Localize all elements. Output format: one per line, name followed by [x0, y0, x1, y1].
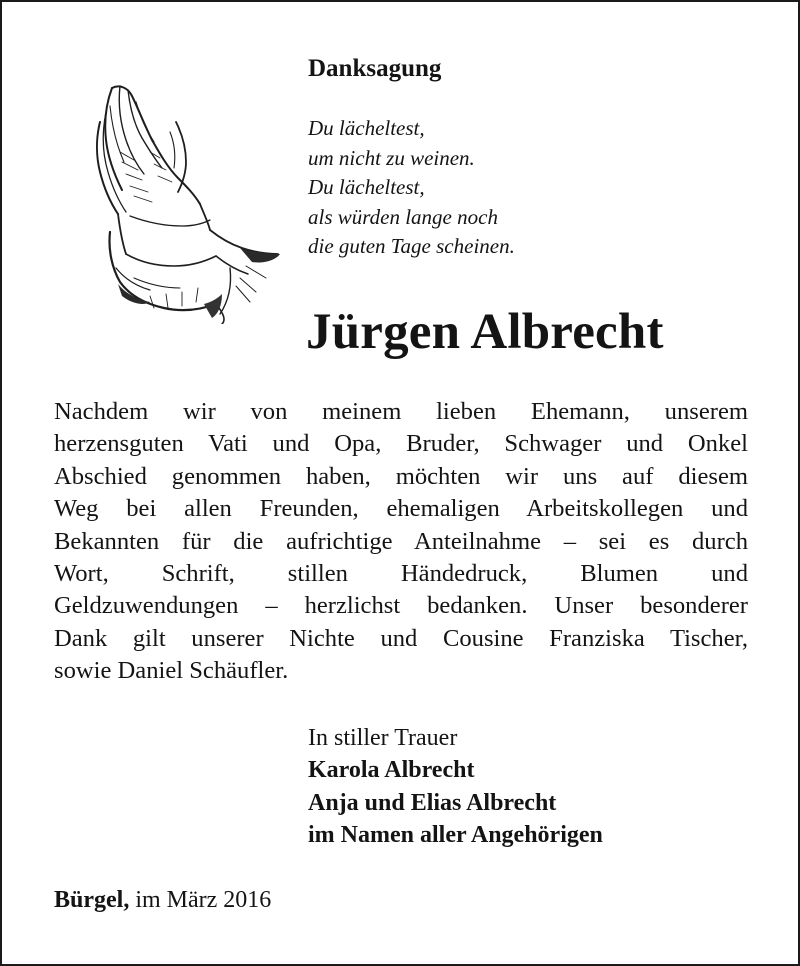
message-body [54, 396, 748, 688]
place: Bürgel, [54, 887, 130, 913]
place-date [54, 884, 271, 916]
body-line: Weg bei allen Freunden, ehemaligen Arbeitskollegen und [54, 495, 748, 523]
praying-hands-icon [90, 82, 290, 324]
poem [308, 114, 608, 262]
poem-line: um nicht zu weinen. [308, 145, 475, 170]
notice-title: Danksagung [308, 55, 442, 82]
body-line: Geldzuwendungen – herzlichst bedanken. Unser besonderer [54, 592, 748, 620]
signature-name: Anja und Elias Albrecht [308, 789, 557, 816]
body-line: Wort, Schrift, stillen Händedruck, Blumen und [54, 560, 748, 588]
body-line: Bekannten für die aufrichtige Anteilnahme – sei es durch [54, 527, 748, 555]
signature-name: Karola Albrecht [308, 757, 475, 784]
signature-intro: In stiller Trauer [308, 725, 458, 751]
body-line: Abschied genommen haben, möchten wir uns auf diesem [54, 462, 748, 490]
body-line: herzensguten Vati und Opa, Bruder, Schwager und Onkel [54, 430, 748, 458]
poem-line: Du lächeltest, [308, 116, 425, 140]
body-line: sowie Daniel Schäufler. [54, 657, 289, 685]
body-line: Dank gilt unserer Nichte und Cousine Franziska Tischer, [54, 624, 748, 652]
date: im März 2016 [135, 887, 272, 913]
poem-line: die guten Tage scheinen. [308, 234, 515, 258]
signature-name: im Namen aller Angehörigen [308, 821, 603, 848]
poem-line: Du lächeltest, [308, 175, 425, 199]
deceased-name: Jürgen Albrecht [306, 304, 664, 360]
signature-block [308, 722, 603, 851]
poem-line: als würden lange noch [308, 204, 498, 229]
body-line: Nachdem wir von meinem lieben Ehemann, unserem [54, 398, 748, 425]
